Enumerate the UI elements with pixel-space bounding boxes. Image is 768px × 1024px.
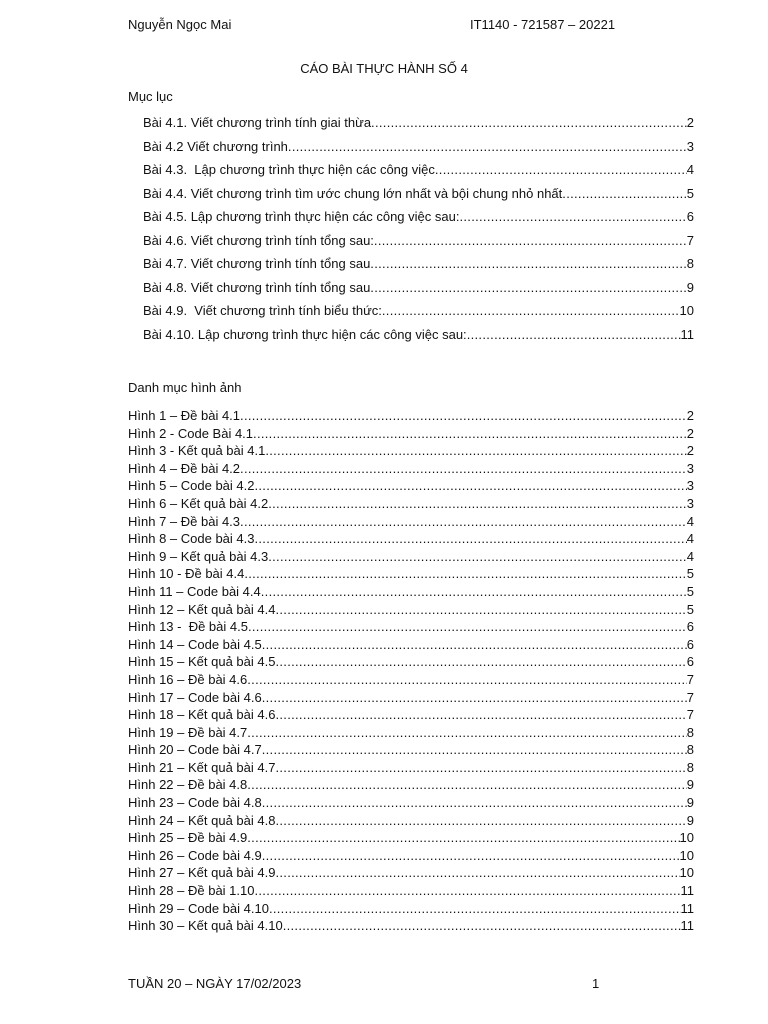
dot-leader: [240, 460, 687, 477]
figure-entry-page-number: 4: [686, 531, 694, 547]
figure-entry-title: Hình 4 – Đề bài 4.2: [128, 460, 241, 476]
toc-entry[interactable]: [143, 114, 694, 138]
figure-entry[interactable]: [128, 583, 694, 601]
dot-leader: [247, 671, 687, 688]
figure-entry-title: Hình 14 – Code bài 4.5: [128, 636, 262, 652]
figure-entry[interactable]: [128, 565, 694, 583]
dot-leader: [247, 724, 687, 741]
dot-leader: [275, 759, 686, 776]
figure-entry[interactable]: [128, 882, 694, 900]
figure-entry-page-number: 7: [686, 671, 694, 687]
figure-entry-title: Hình 8 – Code bài 4.3: [128, 531, 255, 547]
toc-entry-title: Bài 4.1. Viết chương trình tính giai thừa: [143, 115, 372, 130]
figure-entry[interactable]: [128, 601, 694, 619]
figure-entry-title: Hình 26 – Code bài 4.9: [128, 847, 262, 863]
figure-entry-title: Hình 12 – Kết quả bài 4.4: [128, 601, 276, 617]
figure-entry-page-number: 6: [686, 654, 694, 670]
toc-entry-title: Bài 4.8. Viết chương trình tính tổng sau: [143, 279, 371, 295]
figure-entry[interactable]: [128, 495, 694, 513]
toc-entry-title: Bài 4.9. Viết chương trình tính biểu thức:: [143, 303, 382, 318]
figure-entry[interactable]: [128, 689, 694, 707]
toc-entry[interactable]: [143, 232, 694, 256]
toc-entry-page-number: 8: [686, 256, 694, 271]
dot-leader: [370, 279, 686, 296]
toc-entry-page-number: 4: [686, 162, 694, 177]
figure-entry[interactable]: [128, 759, 694, 777]
figure-entry-page-number: 7: [686, 689, 694, 705]
dot-leader: [268, 495, 687, 512]
toc-entry-title: Bài 4.10. Lập chương trình thực hiện các công việc sau:: [143, 326, 467, 342]
figure-entry-page-number: 5: [686, 601, 694, 617]
dot-leader: [371, 114, 687, 131]
figure-entry[interactable]: [128, 653, 694, 671]
dot-leader: [247, 776, 687, 793]
figure-entry-page-number: 3: [686, 495, 694, 511]
dot-leader: [254, 477, 686, 494]
figure-entry[interactable]: [128, 513, 694, 531]
report-title: CÁO BÀI THỰC HÀNH SỐ 4: [300, 61, 468, 76]
figure-entry-title: Hình 30 – Kết quả bài 4.10: [128, 918, 283, 934]
figure-entry[interactable]: [128, 776, 694, 794]
figures-heading: Danh mục hình ảnh: [128, 380, 242, 395]
toc-list: [143, 114, 694, 349]
toc-entry[interactable]: [143, 255, 694, 279]
dot-leader: [275, 601, 686, 618]
toc-entry-title: Bài 4.6. Viết chương trình tính tổng sau:: [143, 232, 374, 248]
toc-entry-page-number: 5: [686, 185, 694, 201]
figure-entry-title: Hình 15 – Kết quả bài 4.5: [128, 654, 276, 670]
dot-leader: [288, 138, 687, 155]
figure-entry-page-number: 4: [686, 513, 694, 529]
figure-entry-page-number: 7: [686, 707, 694, 723]
dot-leader: [269, 900, 681, 917]
figure-entry-page-number: 8: [686, 724, 694, 740]
figure-entry-title: Hình 27 – Kết quả bài 4.9: [128, 865, 276, 881]
header-course-code: IT1140 - 721587 – 20221: [470, 17, 616, 32]
figure-entry-title: Hình 20 – Code bài 4.7: [128, 742, 262, 758]
figure-entry-title: Hình 17 – Code bài 4.6: [128, 689, 262, 705]
toc-entry-page-number: 2: [686, 115, 694, 130]
dot-leader: [254, 882, 680, 899]
dot-leader: [467, 326, 681, 343]
figure-entry[interactable]: [128, 548, 694, 566]
figure-entry-page-number: 6: [686, 619, 694, 635]
figure-entry-title: Hình 23 – Code bài 4.8: [128, 795, 262, 811]
figure-entry-title: Hình 21 – Kết quả bài 4.7: [128, 759, 276, 775]
figure-entry-title: Hình 3 - Kết quả bài 4.1: [128, 443, 266, 459]
figure-entry-page-number: 11: [680, 900, 694, 916]
figure-entry-page-number: 5: [686, 583, 694, 599]
figure-entry[interactable]: [128, 900, 694, 918]
dot-leader: [283, 917, 681, 934]
figure-entry-title: Hình 10 - Đề bài 4.4: [128, 566, 245, 582]
dot-leader: [275, 653, 686, 670]
dot-leader: [262, 741, 687, 758]
figure-entry-page-number: 11: [680, 883, 694, 899]
dot-leader: [459, 208, 686, 225]
dot-leader: [244, 565, 686, 582]
dot-leader: [262, 636, 687, 653]
dot-leader: [254, 530, 686, 547]
toc-entry[interactable]: [143, 138, 694, 162]
figure-entry-page-number: 11: [680, 918, 694, 934]
figures-list: [128, 407, 694, 935]
figure-entry-title: Hình 7 – Đề bài 4.3: [128, 513, 241, 529]
dot-leader: [382, 302, 680, 319]
figure-entry[interactable]: [128, 812, 694, 830]
figure-entry[interactable]: [128, 425, 694, 443]
dot-leader: [370, 255, 686, 272]
dot-leader: [262, 689, 687, 706]
figure-entry-page-number: 2: [686, 443, 694, 459]
figure-entry-page-number: 4: [686, 548, 694, 564]
dot-leader: [248, 618, 687, 635]
toc-entry[interactable]: [143, 302, 694, 326]
figure-entry-title: Hình 16 – Đề bài 4.6: [128, 671, 248, 687]
figure-entry-title: Hình 2 - Code Bài 4.1: [128, 425, 254, 441]
dot-leader: [275, 812, 686, 829]
figure-entry[interactable]: [128, 864, 694, 882]
toc-entry-page-number: 9: [686, 279, 694, 295]
dot-leader: [435, 161, 687, 178]
dot-leader: [265, 442, 686, 459]
figure-entry[interactable]: [128, 671, 694, 689]
toc-entry-page-number: 7: [686, 232, 694, 248]
figure-entry[interactable]: [128, 917, 694, 935]
dot-leader: [262, 794, 687, 811]
header-author: Nguyễn Ngọc Mai: [128, 17, 232, 32]
figure-entry[interactable]: [128, 442, 694, 460]
figure-entry[interactable]: [128, 477, 694, 495]
dot-leader: [240, 513, 687, 530]
figure-entry-title: Hình 6 – Kết quả bài 4.2: [128, 495, 269, 511]
toc-entry-page-number: 11: [680, 326, 694, 342]
dot-leader: [562, 185, 686, 202]
toc-entry-page-number: 10: [679, 303, 694, 318]
figure-entry[interactable]: [128, 706, 694, 724]
figure-entry-page-number: 8: [686, 759, 694, 775]
toc-entry-title: Bài 4.3. Lập chương trình thực hiện các công việc: [143, 162, 435, 177]
dot-leader: [268, 548, 687, 565]
figure-entry-title: Hình 11 – Code bài 4.4: [128, 583, 261, 599]
footer-page-number: 1: [592, 976, 600, 991]
figure-entry[interactable]: [128, 530, 694, 548]
dot-leader: [374, 232, 687, 249]
figure-entry-page-number: 10: [679, 865, 694, 881]
figure-entry[interactable]: [128, 407, 694, 425]
figure-entry[interactable]: [128, 618, 694, 636]
figure-entry-title: Hình 1 – Đề bài 4.1: [128, 408, 241, 423]
figure-entry-title: Hình 29 – Code bài 4.10: [128, 900, 269, 916]
figure-entry-title: Hình 9 – Kết quả bài 4.3: [128, 548, 269, 564]
figure-entry[interactable]: [128, 460, 694, 478]
toc-entry[interactable]: [143, 279, 694, 303]
figure-entry[interactable]: [128, 636, 694, 654]
figure-entry[interactable]: [128, 741, 694, 759]
toc-heading: Mục lục: [128, 89, 173, 104]
figure-entry[interactable]: [128, 847, 694, 865]
toc-entry-page-number: 3: [686, 138, 694, 154]
dot-leader: [275, 864, 679, 881]
figure-entry-title: Hình 24 – Kết quả bài 4.8: [128, 812, 276, 828]
figure-entry[interactable]: [128, 794, 694, 812]
figure-entry-page-number: 9: [686, 812, 694, 828]
figure-entry-page-number: 10: [679, 830, 694, 846]
figure-entry-page-number: 2: [686, 408, 694, 423]
dot-leader: [262, 847, 680, 864]
figure-entry-page-number: 2: [686, 425, 694, 441]
figure-entry-page-number: 8: [686, 742, 694, 758]
figure-entry-title: Hình 13 - Đề bài 4.5: [128, 619, 248, 635]
dot-leader: [261, 583, 687, 600]
toc-entry-title: Bài 4.5. Lập chương trình thực hiện các công việc sau:: [143, 209, 460, 224]
figure-entry-page-number: 9: [686, 795, 694, 811]
toc-entry-title: Bài 4.7. Viết chương trình tính tổng sau: [143, 256, 371, 271]
toc-entry[interactable]: [143, 208, 694, 232]
figure-entry-title: Hình 18 – Kết quả bài 4.6: [128, 707, 276, 723]
toc-entry[interactable]: [143, 326, 694, 350]
toc-entry-title: Bài 4.2 Viết chương trình: [143, 138, 288, 154]
toc-entry-page-number: 6: [686, 209, 694, 224]
figure-entry-title: Hình 22 – Đề bài 4.8: [128, 777, 248, 793]
figure-entry-page-number: 9: [686, 777, 694, 793]
figure-entry-title: Hình 5 – Code bài 4.2: [128, 478, 255, 494]
figure-entry-page-number: 3: [686, 478, 694, 494]
toc-entry[interactable]: [143, 161, 694, 185]
figure-entry-title: Hình 28 – Đề bài 1.10: [128, 883, 255, 899]
dot-leader: [253, 425, 687, 442]
figure-entry-title: Hình 25 – Đề bài 4.9: [128, 830, 248, 846]
footer-week-date: TUẦN 20 – NGÀY 17/02/2023: [128, 976, 302, 991]
toc-entry-title: Bài 4.4. Viết chương trình tìm ước chung lớn nhất và bội chung nhỏ nhất: [143, 185, 563, 201]
figure-entry-page-number: 5: [686, 566, 694, 582]
figure-entry-page-number: 10: [679, 847, 694, 863]
dot-leader: [247, 829, 679, 846]
figure-entry[interactable]: [128, 724, 694, 742]
figure-entry-title: Hình 19 – Đề bài 4.7: [128, 724, 248, 740]
dot-leader: [240, 407, 687, 424]
dot-leader: [275, 706, 686, 723]
toc-entry[interactable]: [143, 185, 694, 209]
figure-entry-page-number: 3: [686, 460, 694, 476]
figure-entry[interactable]: [128, 829, 694, 847]
figure-entry-page-number: 6: [686, 636, 694, 652]
